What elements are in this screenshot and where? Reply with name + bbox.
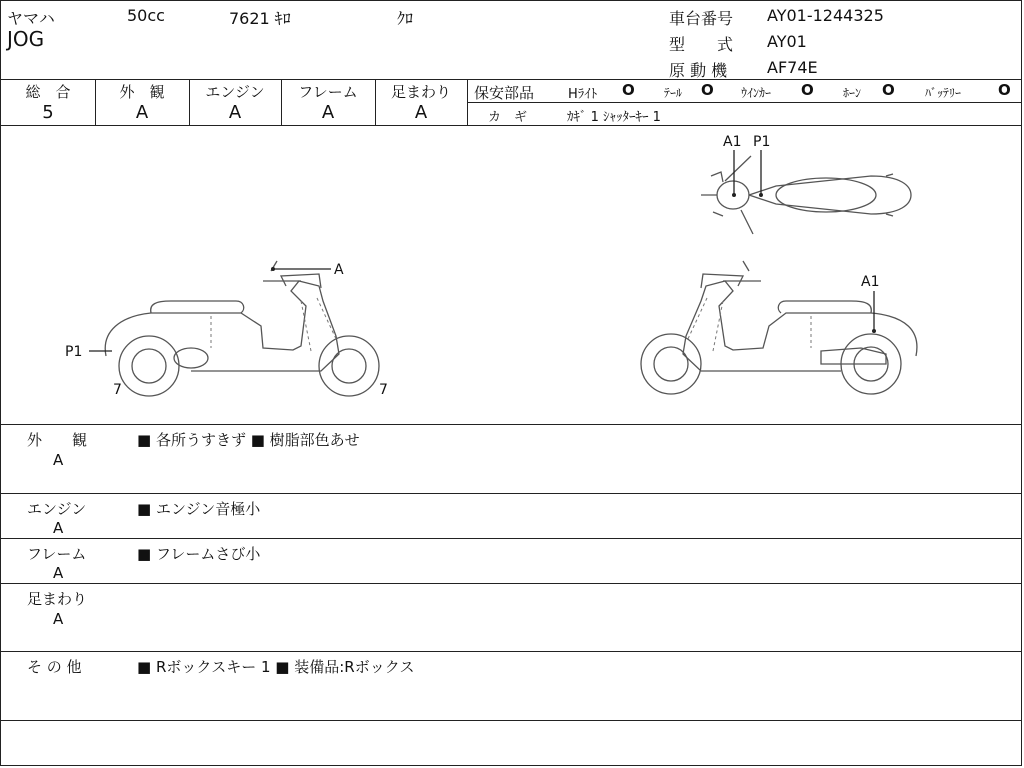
safety-horn-label: ﾎｰﾝ <box>843 86 862 100</box>
frame-number-label: 車台番号 <box>669 9 734 28</box>
remark-frame-text: ■ フレームさび小 <box>137 545 261 563</box>
type-label: 型 式 <box>669 35 734 54</box>
grade-frame-label: フレーム <box>298 83 358 101</box>
safety-headlight-label: Hﾗｲﾄ <box>568 87 598 102</box>
top-label-a1: A1 <box>723 134 742 150</box>
grade-chassis-value: A <box>414 102 428 123</box>
key-label: カ ギ <box>488 110 528 125</box>
key-text: ｶｷﾞ 1 ｼｬｯﾀｰｷｰ 1 <box>567 110 661 125</box>
engine-value: AF74E <box>767 58 818 77</box>
frame-number: AY01-1244325 <box>767 6 884 25</box>
remark-chassis-grade: A <box>53 610 64 628</box>
label-a: A <box>334 262 344 278</box>
displacement: 50cc <box>127 6 165 25</box>
divider <box>1 493 1021 494</box>
remark-exterior-label: 外 観 <box>27 431 88 449</box>
mileage: 7621 ｷﾛ <box>229 9 291 28</box>
grade-engine-label: エンジン <box>205 83 265 101</box>
maker: ヤマハ <box>7 9 55 28</box>
safety-headlight-mark: O <box>622 81 635 99</box>
divider <box>467 79 468 125</box>
safety-taillight-label: ﾃｰﾙ <box>664 86 683 100</box>
right-label-a1: A1 <box>861 274 880 290</box>
grade-engine-value: A <box>228 102 242 123</box>
grade-total-value: 5 <box>42 102 54 123</box>
safety-parts-label: 保安部品 <box>474 84 535 102</box>
divider <box>1 651 1021 652</box>
divider <box>1 720 1021 721</box>
safety-horn-mark: O <box>882 81 895 99</box>
safety-winker-label: ｳｲﾝｶｰ <box>741 86 772 100</box>
grade-total-label: 総 合 <box>25 83 71 101</box>
divider <box>1 538 1021 539</box>
label-p1: P1 <box>65 344 83 360</box>
remark-frame-grade: A <box>53 564 64 582</box>
remark-engine-grade: A <box>53 519 64 537</box>
safety-taillight-mark: O <box>701 81 714 99</box>
damage-diagram <box>1 126 1023 424</box>
type-value: AY01 <box>767 32 807 51</box>
scooter-left-view <box>105 261 379 396</box>
engine-label: 原 動 機 <box>669 61 728 80</box>
remark-other-text: ■ Rボックスキー 1 ■ 装備品:Rボックス <box>137 658 415 676</box>
divider <box>1 583 1021 584</box>
remark-engine-text: ■ エンジン音極小 <box>137 500 261 518</box>
model-name: JOG <box>7 27 45 51</box>
label-front-tire: 7 <box>113 382 122 398</box>
divider <box>468 102 1021 103</box>
remark-exterior-text: ■ 各所うすきず ■ 樹脂部色あせ <box>137 431 360 449</box>
top-label-p1: P1 <box>753 134 771 150</box>
remark-exterior-grade: A <box>53 451 64 469</box>
grade-chassis-label: 足まわり <box>390 83 451 101</box>
remark-engine-label: エンジン <box>27 500 87 518</box>
grade-exterior-value: A <box>135 102 149 123</box>
safety-battery-label: ﾊﾞｯﾃﾘｰ <box>925 86 962 100</box>
remark-other-label: そ の 他 <box>27 658 82 676</box>
color: ｸﾛ <box>397 9 414 28</box>
divider <box>1 79 1021 80</box>
grade-frame-value: A <box>321 102 335 123</box>
safety-winker-mark: O <box>801 81 814 99</box>
remark-frame-label: フレーム <box>27 545 87 563</box>
divider <box>1 424 1021 425</box>
remark-chassis-label: 足まわり <box>27 590 88 608</box>
grade-exterior-label: 外 観 <box>119 83 165 101</box>
label-rear-tire: 7 <box>379 382 388 398</box>
safety-battery-mark: O <box>998 81 1011 99</box>
